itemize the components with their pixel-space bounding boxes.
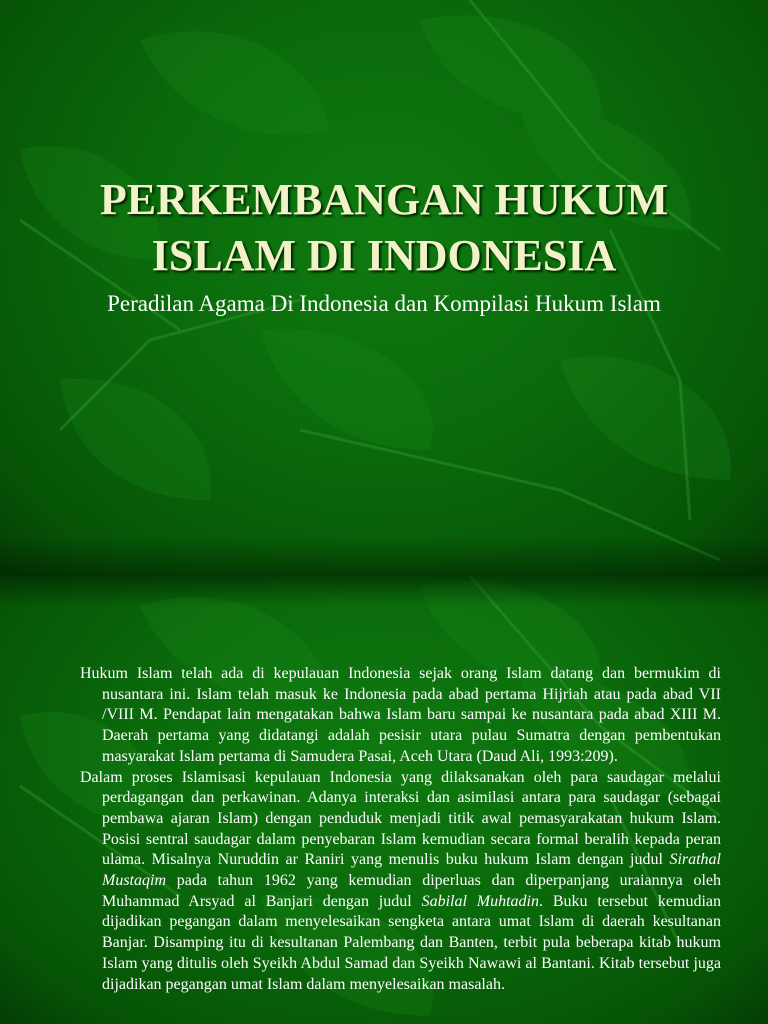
paragraph-1: Hukum Islam telah ada di kepulauan Indonesia sejak orang Islam datang dan bermukim di nusantara ini. Islam telah masuk ke Indonesia pada abad pertama Hijriah atau pada abad VII /VIII M. Pendapat lain mengatakan bahwa Islam baru sampai ke nusantara pada abad XIII M. Daerah pertama yang didatangi adalah pesisir utara pulau Sumatra dengan pembentukan masyarakat Islam pertama di Samudera Pasai, Aceh Utara (Daud Ali, 1993:209). [80,665,721,765]
slide-title [40,172,728,284]
paragraph-2-part-c: . Buku tersebut kemudian dijadikan pegangan dalam menyelesaikan sengketa antara umat Islam di daerah kesultanan Banjar. Disamping itu di kesultanan Palembang dan Banten, terbit pula beberapa kitab hukum Islam yang ditulis oleh Syeikh Abdul Samad dan Syeikh Nawawi al Bantani. Kitab tersebut juga dijadikan pegangan umat Islam dalam menyelesaikan masalah. [102,892,721,993]
paragraph-2-part-a: Dalam proses Islamisasi kepulauan Indonesia yang dilaksanakan oleh para saudagar melalui perdagangan dan perkawinan. Adanya interaksi dan asimilasi antara para saudagar (sebagai pembawa ajaran Islam) dengan penduduk menjadi titik awal pemasyarakatan hukum Islam. Posisi sentral saudagar dalam penyebaran Islam kemudian secara formal beralih kepada peran ulama. Misalnya Nuruddin ar Raniri yang menulis buku hukum Islam dengan judul [80,768,721,869]
book-title-sirathal-mustaqim: Sirathal Mustaqim [102,851,721,890]
title-line-2: ISLAM DI INDONESIA [151,231,617,280]
paragraph-2 [80,768,721,996]
content-slide [0,576,768,1024]
book-title-sabilal-muhtadin: Sabilal Muhtadin [421,892,539,910]
body-text [80,664,721,995]
title-line-1: PERKEMBANGAN HUKUM [99,175,669,224]
slide-subtitle: Peradilan Agama Di Indonesia dan Kompilasi Hukum Islam [107,291,661,316]
paragraph-2-part-b: pada tahun 1962 yang kemudian diperluas dan diperpanjang uraiannya oleh Muhammad Arsyad al Banjari dengan judul [102,872,721,910]
